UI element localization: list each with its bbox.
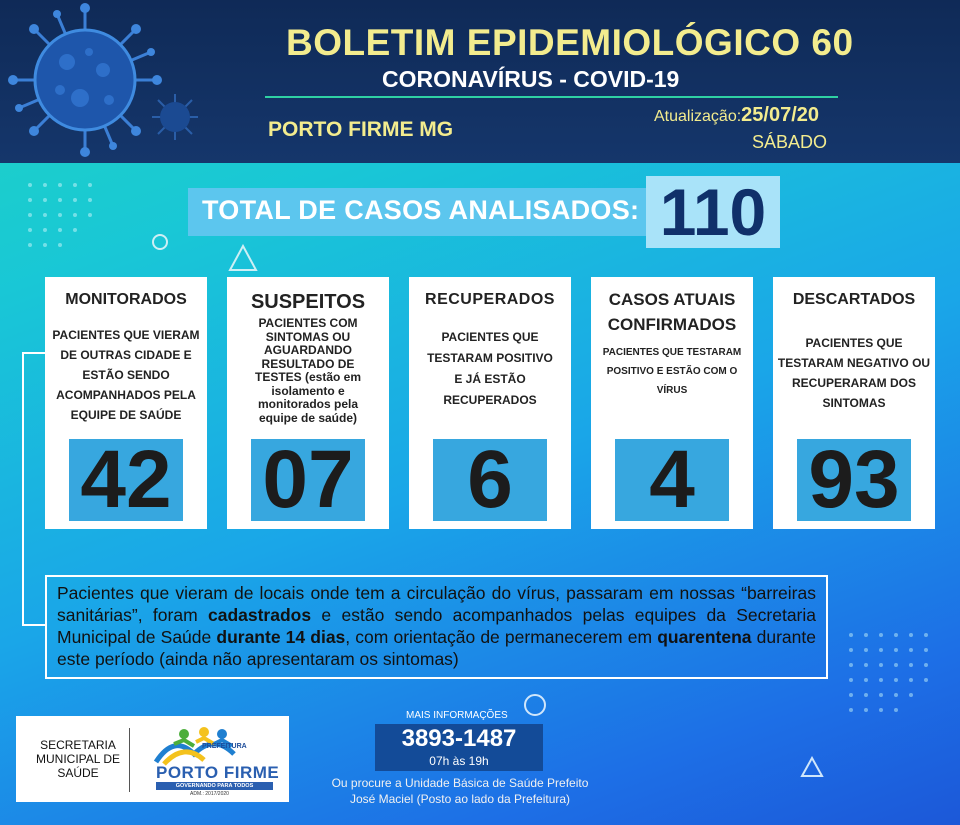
bulletin-title: BOLETIM EPIDEMIOLÓGICO 60 <box>286 22 854 63</box>
card-value: 42 <box>80 434 172 525</box>
phone-box <box>375 724 543 771</box>
circle-decoration <box>150 232 170 252</box>
update-label: Atualização: <box>654 108 742 125</box>
card-description: PACIENTES QUE TESTARAM POSITIVO E JÁ ESTÃO RECUPERADOS <box>427 330 553 407</box>
notice-text: Pacientes que vieram de locais onde tem a circulação do vírus, passaram em nossas “barreiras sanitárias”, foram <box>57 583 816 625</box>
card-monitorados <box>45 277 207 529</box>
service-hours: 07h às 19h <box>429 754 489 768</box>
weekday: SÁBADO <box>752 132 828 152</box>
card-value-box <box>433 434 547 525</box>
dot-pattern-decoration <box>846 630 956 740</box>
notice-box <box>45 575 828 679</box>
notice-bold: cadastrados <box>207 605 312 625</box>
notice-bold: durante 14 dias <box>216 627 346 647</box>
total-cases-label: TOTAL DE CASOS ANALISADOS: <box>202 195 640 225</box>
card-descartados <box>773 277 935 529</box>
header-divider <box>265 96 838 98</box>
card-description: PACIENTES QUE TESTARAM NEGATIVO OU RECUPERARAM DOS SINTOMAS <box>777 336 931 410</box>
logo-prefeitura-text: PREFEITURA <box>202 743 247 750</box>
card-suspeitos <box>227 277 389 529</box>
circle-decoration <box>522 692 548 718</box>
card-value: 07 <box>262 434 354 525</box>
logo-city-name: PORTO FIRME <box>156 763 280 782</box>
update-date: 25/07/20 <box>741 104 820 126</box>
card-recuperados <box>409 277 571 529</box>
phone-number: 3893-1487 <box>401 725 517 752</box>
card-description: PACIENTES COM SINTOMAS OU AGUARDANDO RESULTADO DE TESTES (estão em isolamento e monitorados pela equipe de saúde) <box>254 316 362 425</box>
card-value: 93 <box>808 434 900 525</box>
card-value-box <box>615 434 729 525</box>
card-casos-confirmados <box>591 277 753 529</box>
triangle-decoration <box>228 244 258 272</box>
header-banner <box>0 0 960 163</box>
card-value: 4 <box>649 434 695 525</box>
logo-divider <box>129 728 130 792</box>
connector-line <box>22 352 46 626</box>
card-title: RECUPERADOS <box>425 291 555 308</box>
card-title: DESCARTADOS <box>792 291 916 308</box>
bulletin-subtitle: CORONAVÍRUS - COVID-19 <box>382 66 680 92</box>
secretaria-label: SECRETARIA MUNICIPAL DE SAÚDE <box>35 738 120 780</box>
contact-line: Ou procure a Unidade Básica de Saúde Prefeito <box>331 776 589 790</box>
contact-line: José Maciel (Posto ao lado da Prefeitura) <box>349 792 571 806</box>
notice-text: e estão sendo acompanhados pelas equipes da Secretaria Municipal de Saúde <box>57 605 816 647</box>
coronavirus-icon <box>150 92 200 142</box>
card-value-box <box>69 434 183 525</box>
coronavirus-icon <box>5 0 165 160</box>
triangle-decoration <box>800 756 824 778</box>
card-value-box <box>797 434 911 525</box>
notice-text: , com orientação de permanecerem em <box>345 627 658 647</box>
footer-logo-box <box>16 716 289 802</box>
card-description: PACIENTES QUE VIERAM DE OUTRAS CIDADE E ESTÃO SENDO ACOMPANHADOS PELA EQUIPE DE SAÚDE <box>52 328 200 422</box>
card-value: 6 <box>467 434 513 525</box>
card-description: PACIENTES QUE TESTARAM POSITIVO E ESTÃO COM O VÍRUS <box>602 347 742 396</box>
card-title: CASOS ATUAIS CONFIRMADOS <box>607 290 737 334</box>
more-info-label: MAIS INFORMAÇÕES <box>406 710 508 721</box>
dot-pattern-decoration <box>25 180 135 280</box>
card-title: SUSPEITOS <box>250 291 366 313</box>
total-cases-value: 110 <box>646 176 780 248</box>
card-value-box <box>251 434 365 525</box>
update-info <box>654 104 819 127</box>
notice-bold: quarentena <box>657 627 752 647</box>
logo-slogan: GOVERNANDO PARA TODOS <box>156 782 273 790</box>
card-title: MONITORADOS <box>65 291 187 308</box>
logo-adm: ADM.: 2017/2020 <box>190 791 229 797</box>
city-name: PORTO FIRME MG <box>268 118 454 141</box>
notice-text: durante este período (ainda não apresentaram os sintomas) <box>57 627 816 669</box>
